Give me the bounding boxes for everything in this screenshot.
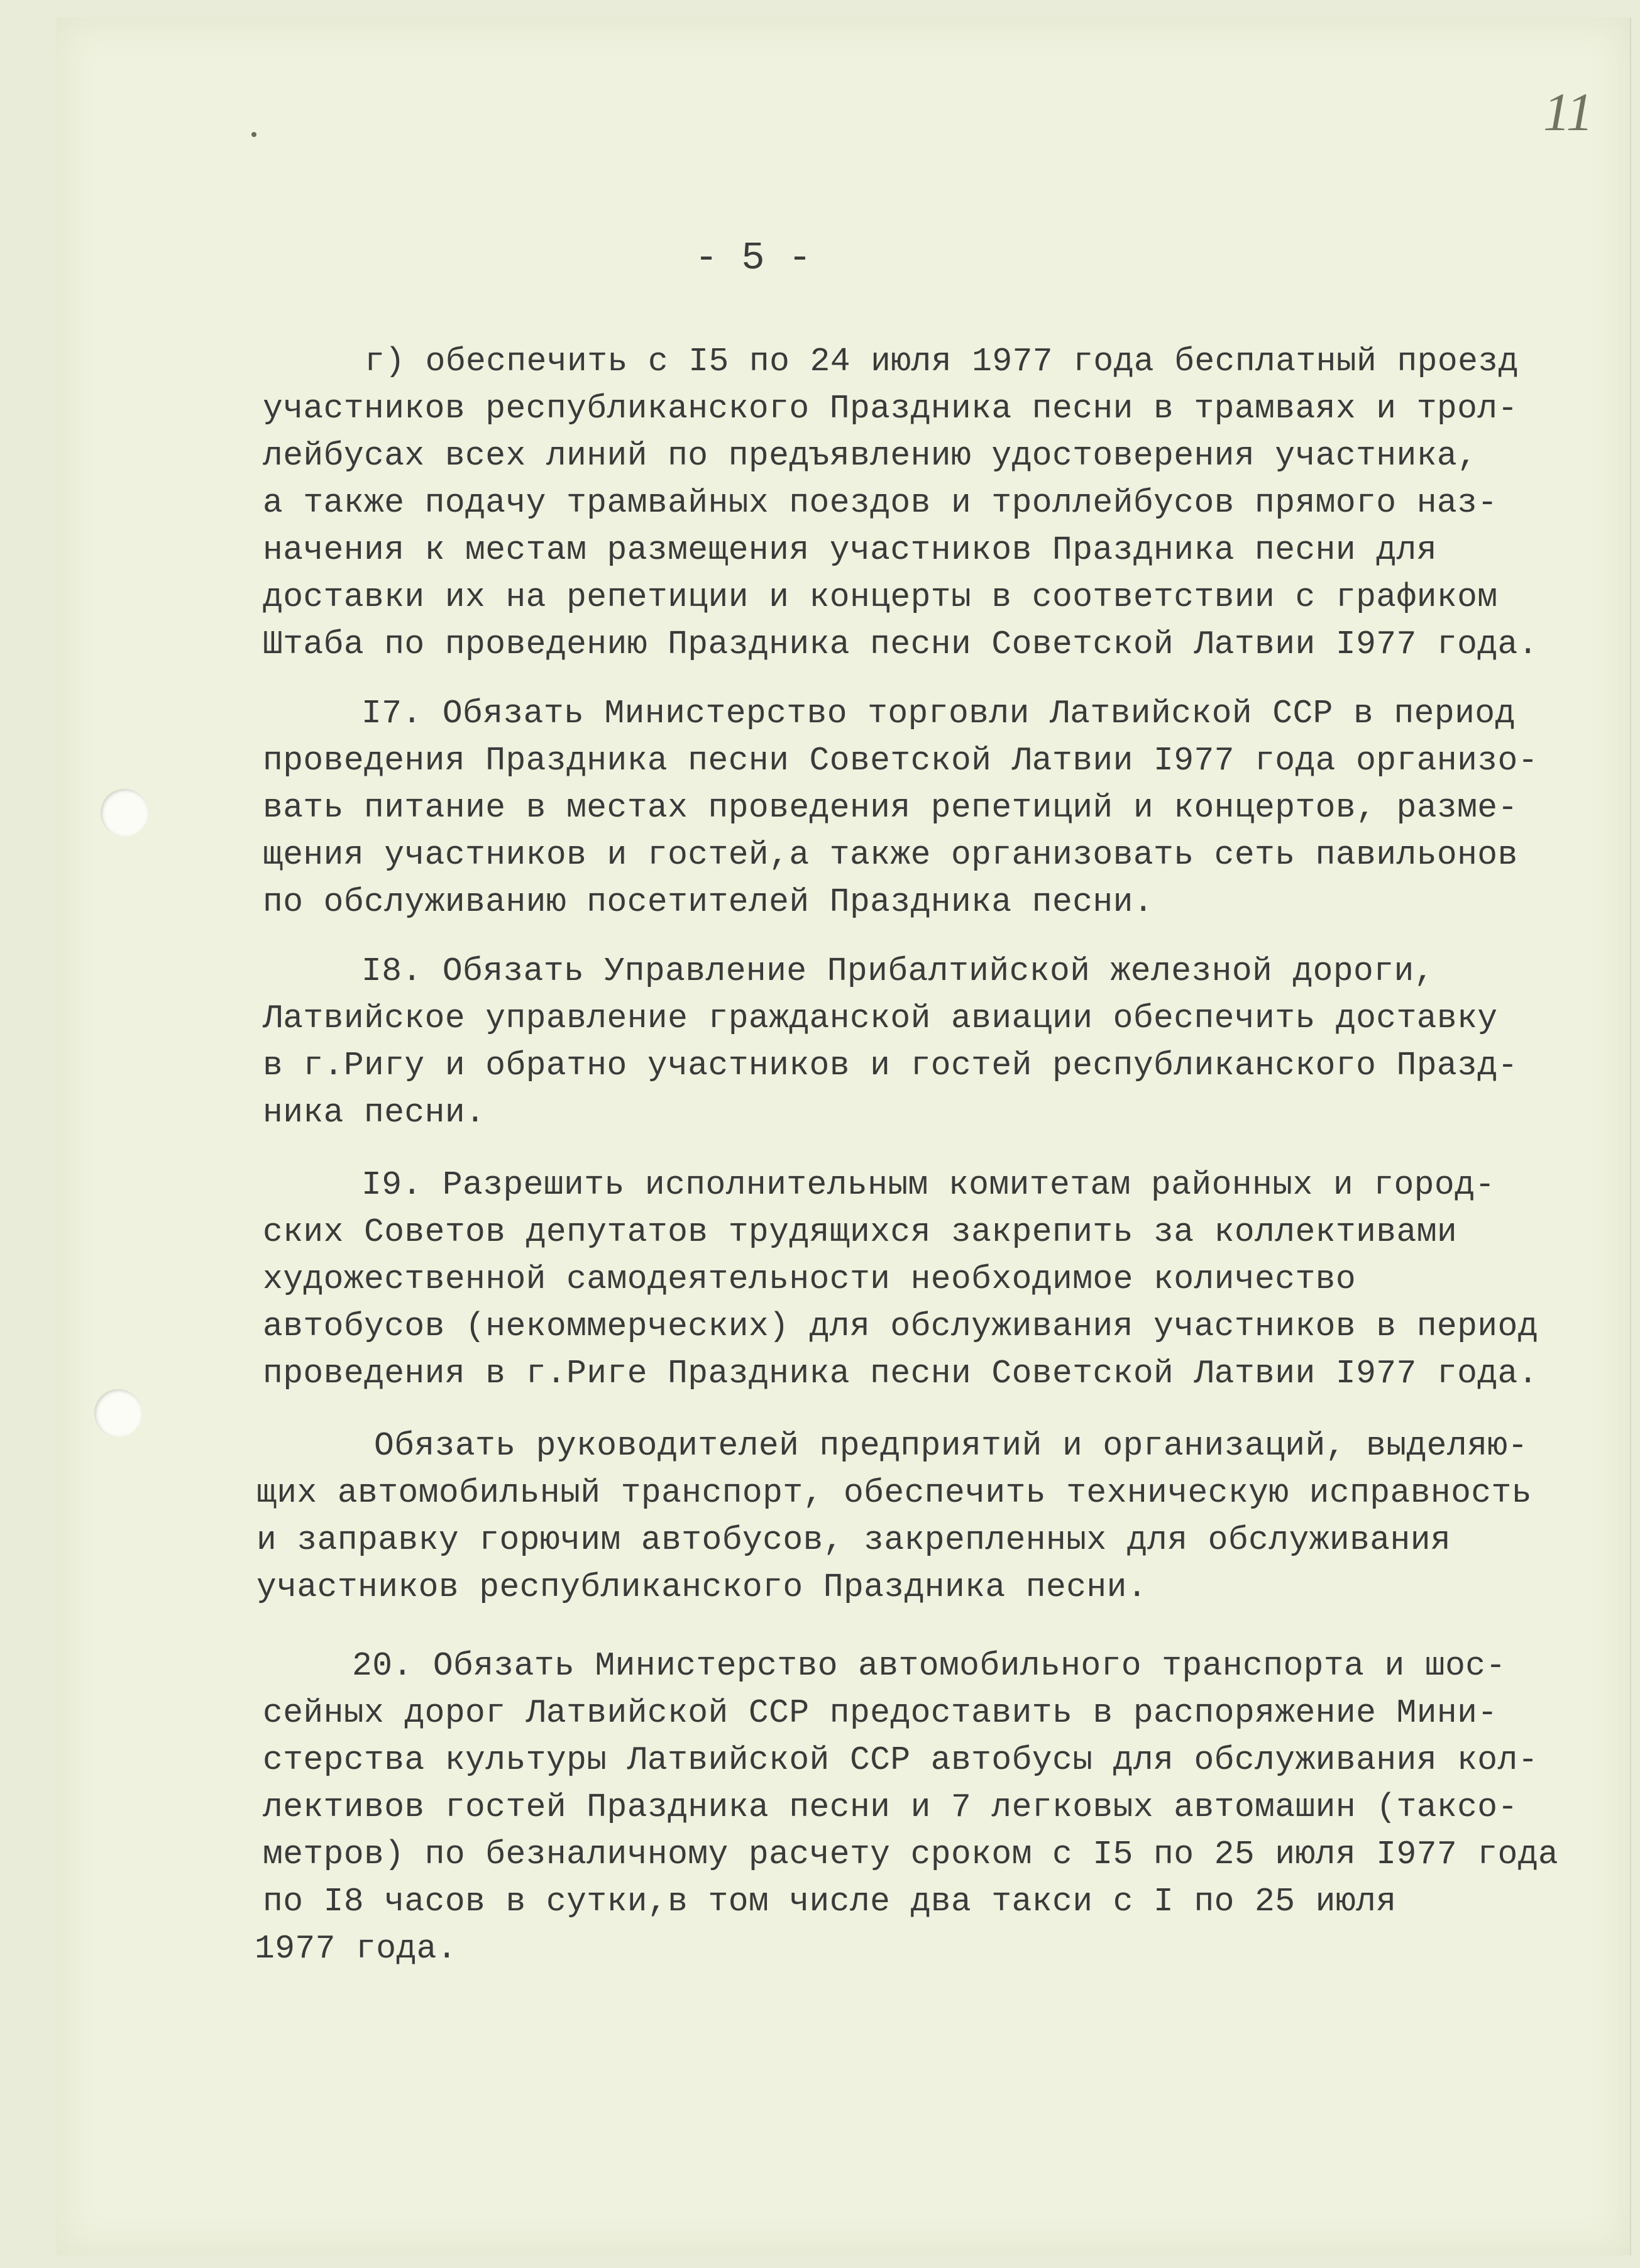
- body-line: лейбусах всех линий по предъявлению удостоверения участника,: [263, 437, 1478, 475]
- body-line: и заправку горючим автобусов, закрепленных для обслуживания: [256, 1521, 1451, 1559]
- page-number: - 5 -: [695, 236, 812, 280]
- punch-hole-bottom: [94, 1389, 142, 1437]
- body-line: в г.Ригу и обратно участников и гостей республиканского Празд-: [263, 1047, 1518, 1084]
- body-line: г) обеспечить с I5 по 24 июля 1977 года бесплатный проезд: [365, 343, 1519, 380]
- body-line: сейных дорог Латвийской ССР предоставить в распоряжение Мини-: [263, 1694, 1498, 1732]
- body-line: Штаба по проведению Праздника песни Советской Латвии I977 года.: [263, 625, 1538, 663]
- body-line: ских Советов депутатов трудящихся закрепить за коллективами: [263, 1213, 1458, 1251]
- body-line: стерства культуры Латвийской ССР автобусы для обслуживания кол-: [263, 1741, 1538, 1779]
- body-line: 20. Обязать Министерство автомобильного транспорта и шос-: [352, 1647, 1506, 1685]
- punch-hole-top: [101, 789, 148, 837]
- body-line: по I8 часов в сутки,в том числе два такси с I по 25 июля: [263, 1883, 1397, 1920]
- body-line: автобусов (некоммерческих) для обслуживания участников в период: [263, 1307, 1538, 1345]
- body-line: участников республиканского Праздника песни.: [256, 1568, 1148, 1606]
- body-line: лективов гостей Праздника песни и 7 легковых автомашин (таксо-: [263, 1788, 1518, 1826]
- body-line: ника песни.: [263, 1094, 486, 1131]
- body-line: метров) по безналичному расчету сроком с I5 по 25 июля I977 года: [263, 1836, 1559, 1873]
- body-line: проведения в г.Риге Праздника песни Советской Латвии I977 года.: [263, 1355, 1538, 1392]
- body-line: вать питание в местах проведения репетиций и концертов, разме-: [263, 789, 1518, 827]
- body-line: щих автомобильный транспорт, обеспечить техническую исправность: [256, 1474, 1532, 1512]
- body-line: по обслуживанию посетителей Праздника песни.: [263, 883, 1154, 921]
- body-line: художественной самодеятельности необходимое количество: [263, 1260, 1357, 1298]
- body-line: Латвийское управление гражданской авиации обеспечить доставку: [263, 999, 1498, 1037]
- body-line: начения к местам размещения участников Праздника песни для: [263, 531, 1437, 569]
- archive-page-mark: 11: [1543, 82, 1593, 142]
- body-line: участников республиканского Праздника песни в трамваях и трол-: [263, 390, 1518, 427]
- body-line: Обязать руководителей предприятий и организаций, выделяю-: [374, 1427, 1528, 1465]
- body-line: I7. Обязать Министерство торговли Латвийской ССР в период: [361, 695, 1516, 732]
- body-line: доставки их на репетиции и концерты в соответствии с графиком: [263, 578, 1498, 616]
- body-line: а также подачу трамвайных поездов и троллейбусов прямого наз-: [263, 484, 1498, 522]
- ink-speck: [251, 132, 256, 137]
- body-line: проведения Праздника песни Советской Латвии I977 года организо-: [263, 742, 1538, 779]
- body-line: I8. Обязать Управление Прибалтийской железной дороги,: [361, 952, 1434, 990]
- body-line: щения участников и гостей,а также организовать сеть павильонов: [263, 836, 1518, 874]
- body-line: 1977 года.: [255, 1930, 458, 1968]
- body-line: I9. Разрешить исполнительным комитетам районных и город-: [361, 1166, 1495, 1204]
